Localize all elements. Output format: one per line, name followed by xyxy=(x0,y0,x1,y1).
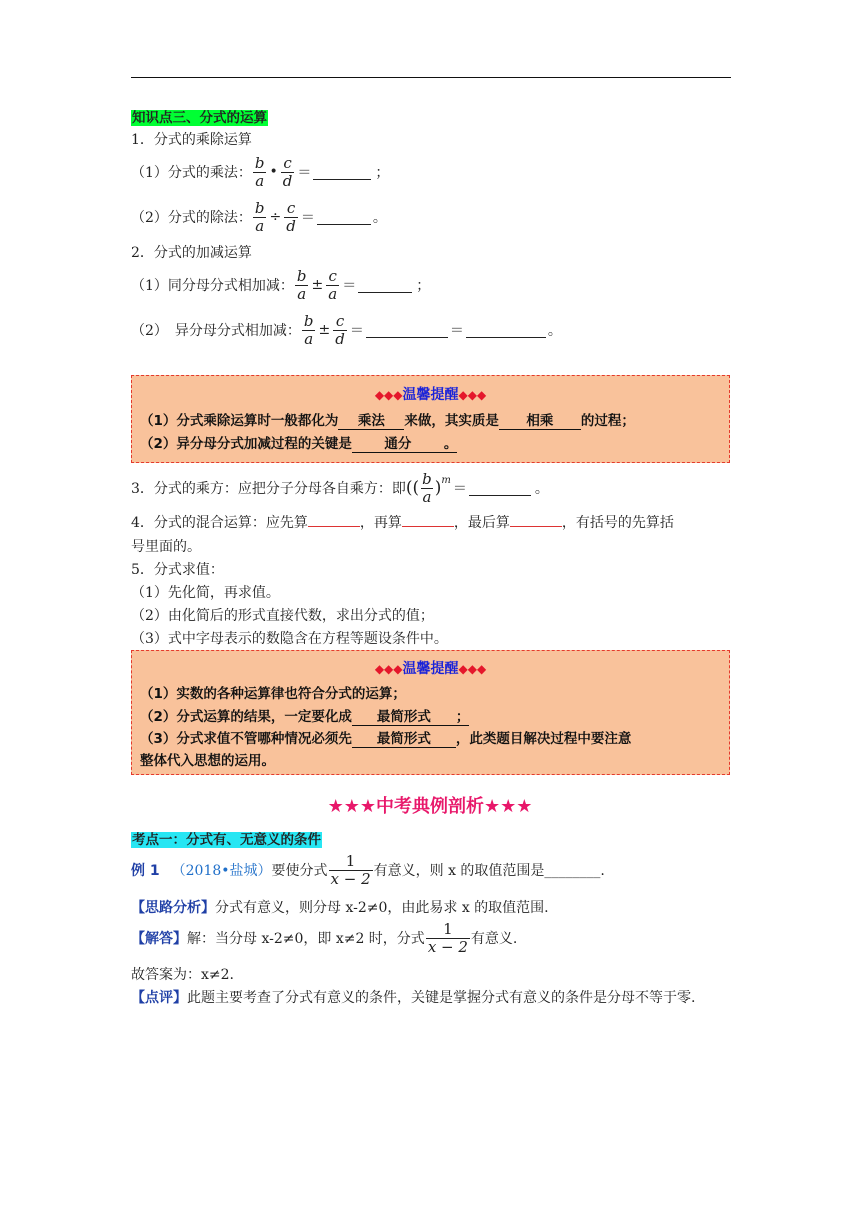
plus-minus-operator: ± xyxy=(311,277,324,293)
final-answer: 故答案为：x≠2. xyxy=(131,967,234,983)
answer-blank[interactable] xyxy=(469,481,531,496)
plus-minus-operator: ± xyxy=(318,322,331,338)
answer-blank-1[interactable] xyxy=(366,323,448,338)
tip1-line-1: （1）分式乘除运算时一般都化为 乘法 来做，其实质是 相乘 的过程； xyxy=(140,409,635,430)
mul-label: （1）分式的乘法： xyxy=(131,165,252,181)
frac-c-over-d: $\frac{c}{d}$ xyxy=(282,153,293,190)
example-label: 例 1 xyxy=(131,863,160,879)
heading-evaluate: 5．分式求值： xyxy=(131,562,224,578)
blank[interactable] xyxy=(402,514,454,527)
example-1 xyxy=(131,850,605,890)
equals: ＝ xyxy=(342,278,357,294)
example-text: 要使分式 xyxy=(271,863,328,879)
div-operator: ÷ xyxy=(269,209,282,225)
equals: ＝ xyxy=(452,481,467,497)
mixed-ops-line-1: 4．分式的混合运算：应先算 ，再算 ，最后算 ，有括号的先算括 xyxy=(131,515,674,531)
answer-text: 解：当分母 x-2≠0，即 x≠2 时，分式 xyxy=(187,931,425,947)
frac-b-over-a: $\frac{b}{a}$ xyxy=(296,266,307,303)
tip2-line-2: （2）分式运算的结果，一定要化成 最简形式 ； xyxy=(140,705,469,726)
blank[interactable] xyxy=(510,514,562,527)
frac-c-over-d: $\frac{c}{d}$ xyxy=(286,198,296,235)
equals: ＝ xyxy=(449,323,464,339)
evaluate-step-1: （1）先化简，再求值。 xyxy=(131,585,280,601)
kaodian-title: 考点一：分式有、无意义的条件 xyxy=(132,832,321,848)
frac-b-over-a: $\frac{b}{a}$ xyxy=(422,469,432,506)
frac-b-over-a: $\frac{b}{a}$ xyxy=(254,153,265,190)
think-analysis: 【思路分析】分式有意义，则分母 x-2≠0，由此易求 x 的取值范围. xyxy=(131,900,549,916)
answer-line xyxy=(131,917,517,959)
frac-1-over-x-minus-2: $\frac{1}{x - 2}$ xyxy=(427,919,468,956)
frac-1-over-x-minus-2: $\frac{1}{x - 2}$ xyxy=(330,851,371,888)
answer-label: 【解答】 xyxy=(131,931,187,947)
heading-mul-div: 1．分式的乘除运算 xyxy=(131,132,252,148)
formula-division xyxy=(131,197,387,237)
tip-box-2 xyxy=(131,650,730,775)
punctuation: ； xyxy=(375,165,390,181)
evaluate-step-2: （2）由化简后的形式直接代数，求出分式的值； xyxy=(131,608,434,624)
evaluate-step-3: （3）式中字母表示的数隐含在方程等题设条件中。 xyxy=(131,631,448,647)
formula-power: 3．分式的乘方：应把分子分母各自乘方：即 (( $\frac{b}{a}$ ) $^m$ ＝ 。 xyxy=(131,469,549,506)
blank[interactable] xyxy=(308,514,360,527)
equals: ＝ xyxy=(297,165,312,181)
punctuation: 。 xyxy=(372,210,387,226)
answer-text: 有意义. xyxy=(470,931,518,947)
tip2-line-3: （3）分式求值不管哪种情况必须先 最简形式 ，此类题目解决过程中要注意 xyxy=(140,727,631,748)
header-rule xyxy=(131,77,731,78)
formula-same-denominator xyxy=(131,265,430,305)
frac-c-over-d: $\frac{c}{d}$ xyxy=(335,311,345,348)
example-source: （2018•盐城） xyxy=(171,863,272,879)
dot-operator: • xyxy=(269,164,278,180)
div-label: （2）分式的除法： xyxy=(131,210,252,226)
comment: 【点评】此题主要考查了分式有意义的条件，关键是掌握分式有意义的条件是分母不等于零. xyxy=(131,990,696,1006)
punctuation: 。 xyxy=(547,323,562,339)
formula-different-denominator xyxy=(131,310,562,350)
tip2-line-4: 整体代入思想的运用。 xyxy=(140,753,275,769)
equals: ＝ xyxy=(300,210,315,226)
section-title: 知识点三、分式的运算 xyxy=(132,110,267,126)
power-text: 3．分式的乘方：应把分子分母各自乘方：即 xyxy=(131,481,406,497)
tip1-line-2: （2）异分母分式加减过程的关键是 通分 。 xyxy=(140,432,457,453)
heading-add-sub: 2．分式的加减运算 xyxy=(131,245,252,261)
equals: ＝ xyxy=(349,323,364,339)
tip2-line-1: （1）实数的各种运算律也符合分式的运算； xyxy=(140,686,406,702)
answer-blank[interactable] xyxy=(313,165,371,180)
same-label: （1）同分母分式相加减： xyxy=(131,278,294,294)
frac-b-over-a: $\frac{b}{a}$ xyxy=(254,198,265,235)
answer-blank[interactable] xyxy=(358,278,412,293)
formula-multiplication xyxy=(131,152,389,192)
diff-label: （2） 异分母分式相加减： xyxy=(131,323,301,339)
punctuation: 。 xyxy=(534,481,549,497)
tip-heading: ◆◆◆温馨提醒◆◆◆ xyxy=(374,387,487,403)
frac-c-over-a: $\frac{c}{a}$ xyxy=(328,266,338,303)
answer-blank-2[interactable] xyxy=(466,323,546,338)
tip-box-1 xyxy=(131,375,730,463)
example-text: 有意义，则 x 的取值范围是________. xyxy=(373,863,605,879)
frac-b-over-a: $\frac{b}{a}$ xyxy=(303,311,314,348)
tip-heading: ◆◆◆温馨提醒◆◆◆ xyxy=(374,661,487,677)
punctuation: ； xyxy=(416,278,431,294)
answer-blank[interactable] xyxy=(317,210,371,225)
exam-analysis-title: ★★★中考典例剖析★★★ xyxy=(327,796,533,817)
mixed-ops-line-2: 号里面的。 xyxy=(131,539,201,555)
